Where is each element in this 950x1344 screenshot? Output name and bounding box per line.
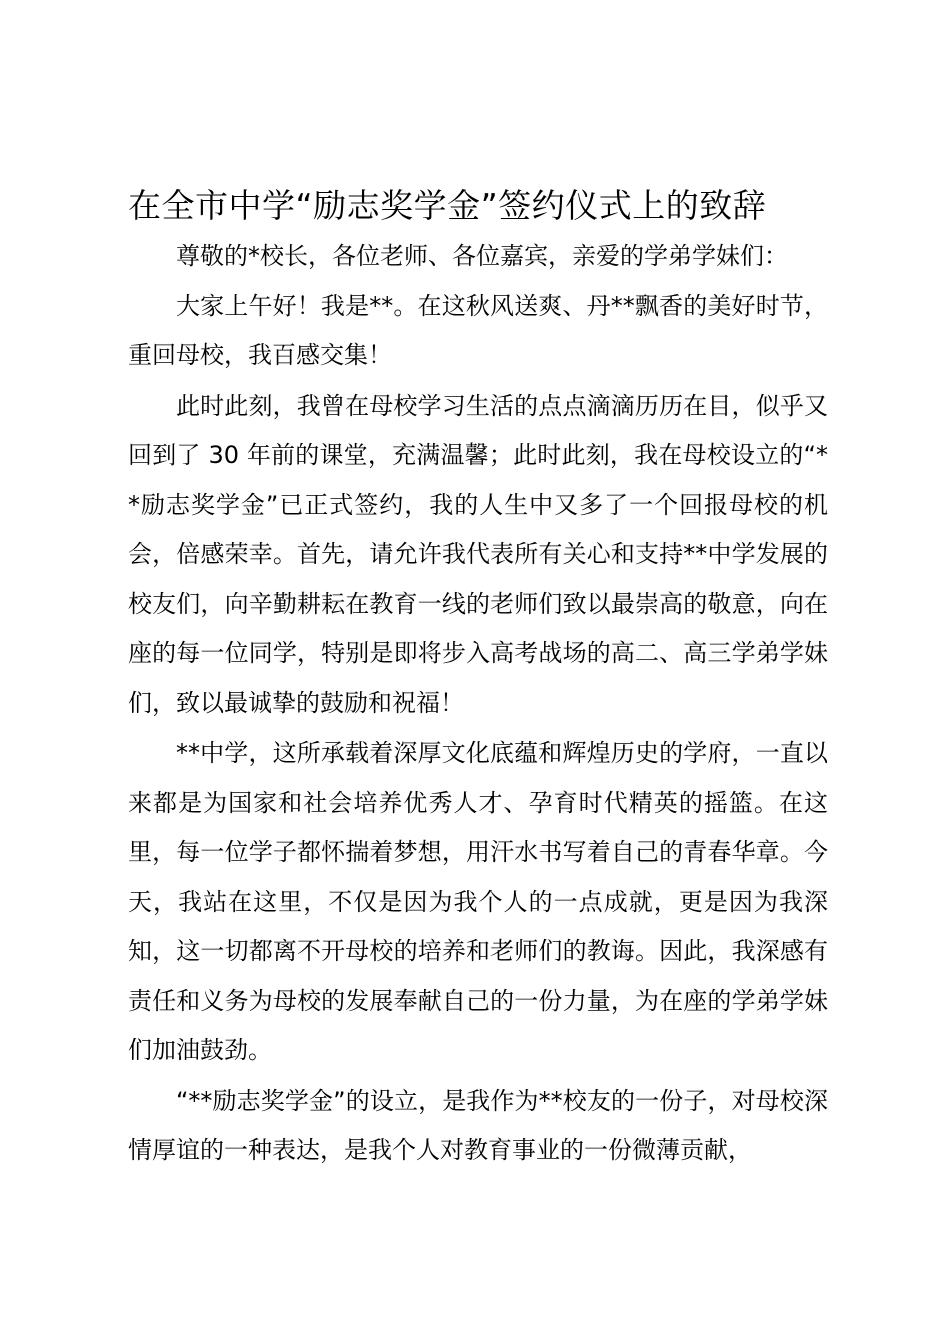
document-body xyxy=(128,232,828,1176)
paragraph-salutation: 尊敬的*校长，各位老师、各位嘉宾，亲爱的学弟学妹们： xyxy=(176,242,788,270)
paragraph-greeting: 大家上午好！我是**。在这秋风送爽、丹**飘香的美好时节，重回母校，我百感交集！ xyxy=(128,291,828,369)
paragraph-scholarship: “**励志奖学金”的设立，是我作为**校友的一份子，对母校深情厚谊的一种表达，是我个人对教育事业的一份微薄贡献， xyxy=(128,1086,828,1164)
document-title: 在全市中学“励志奖学金”签约仪式上的致辞 xyxy=(128,186,767,225)
paragraph-reflection: 此时此刻，我曾在母校学习生活的点点滴滴历历在目，似乎又回到了 30 年前的课堂，充满温馨；此时此刻，我在母校设立的“**励志奖学金”已正式签约，我的人生中又多了一个回报母校的机会，倍感荣幸。首先，请允许我代表所有关心和支持**中学发展的校友们，向辛勤耕耘在教育一线的老师们致以最崇高的敬意，向在座的每一位同学，特别是即将步入高考战场的高二、高三学弟学妹们，致以最诚挚的鼓励和祝福！ xyxy=(128,391,828,717)
paragraph-school: **中学，这所承载着深厚文化底蕴和辉煌历史的学府，一直以来都是为国家和社会培养优秀人才、孕育时代精英的摇篮。在这里，每一位学子都怀揣着梦想，用汗水书写着自己的青春华章。今天，我站在这里，不仅是因为我个人的一点成就，更是因为我深知，这一切都离不开母校的培养和老师们的教诲。因此，我深感有责任和义务为母校的发展奉献自己的一份力量，为在座的学弟学妹们加油鼓劲。 xyxy=(128,739,828,1064)
